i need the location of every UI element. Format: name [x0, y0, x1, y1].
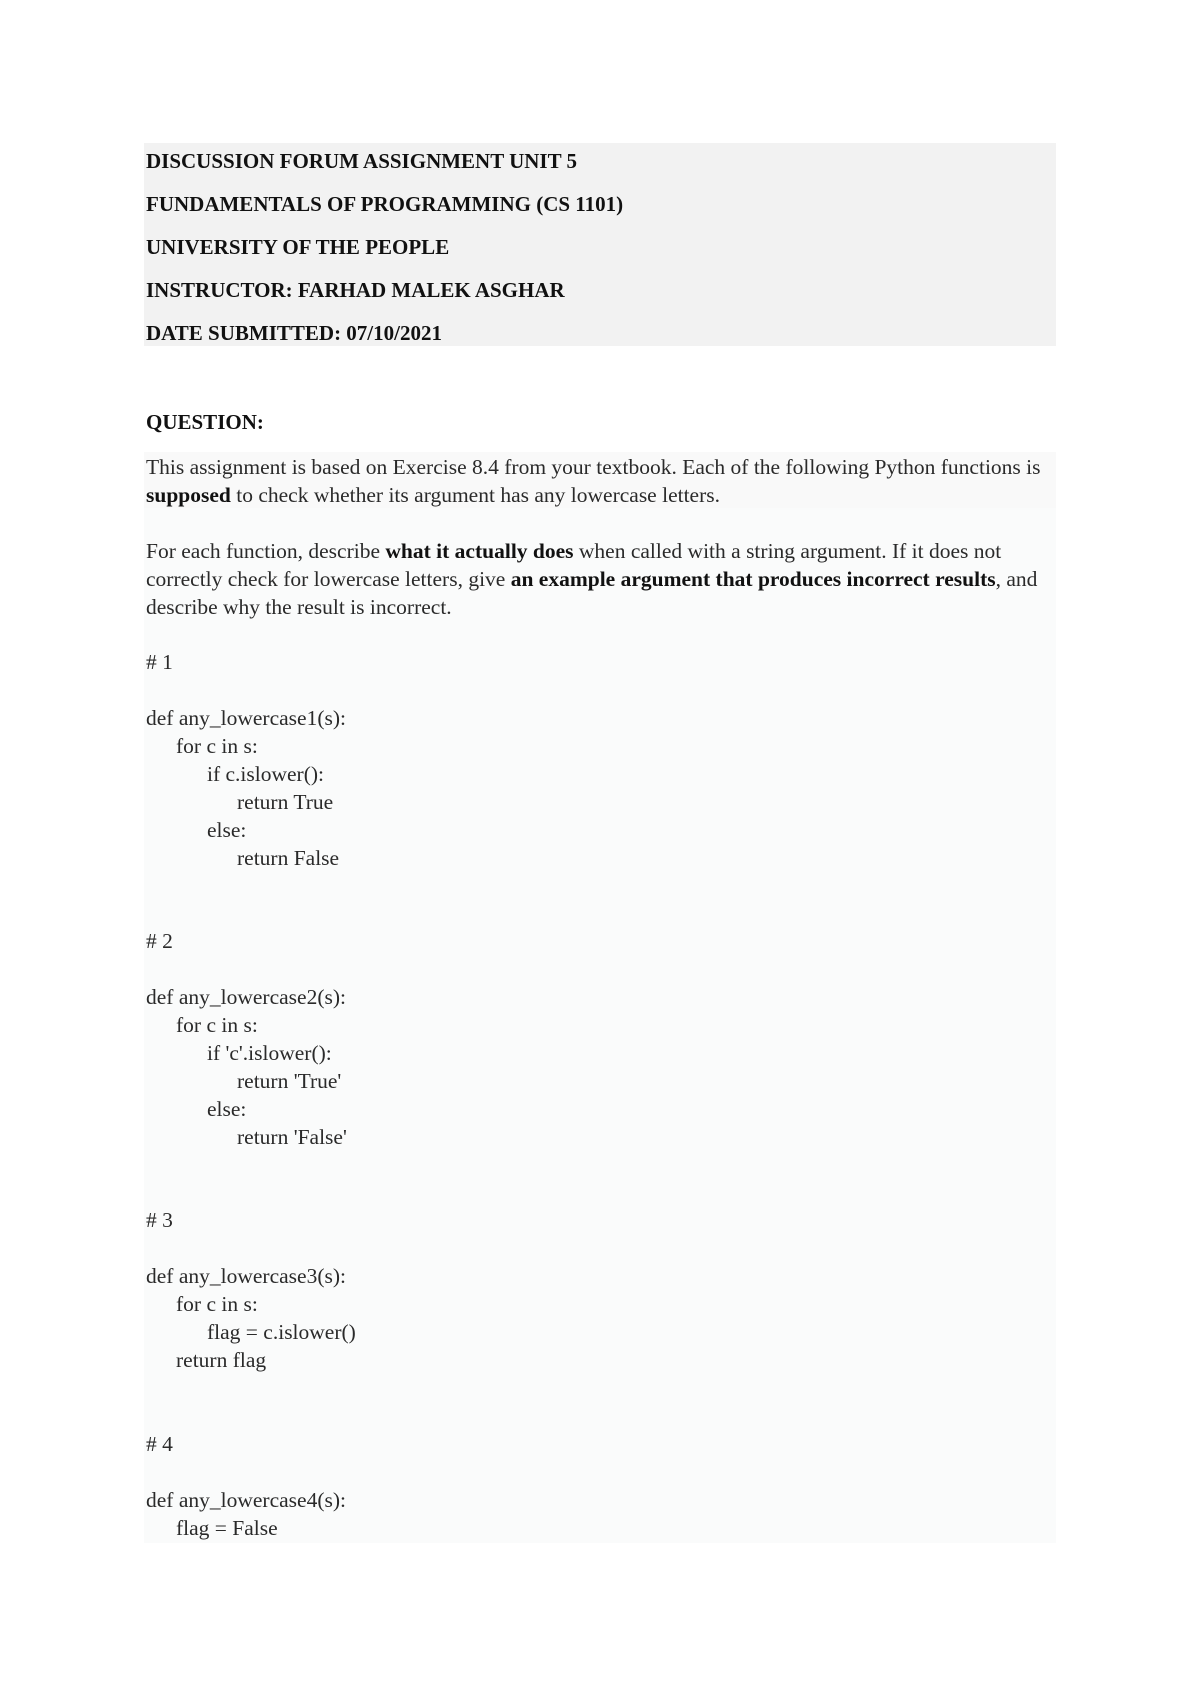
code-line: if c.islower():	[207, 762, 325, 786]
function-4-label: # 4	[146, 1432, 173, 1456]
code-line: else:	[207, 1097, 247, 1121]
question-heading: QUESTION:	[146, 410, 264, 434]
code-line: for c in s:	[176, 1292, 258, 1316]
code-line: for c in s:	[176, 1013, 258, 1037]
code-line: def any_lowercase3(s):	[146, 1264, 346, 1288]
code-line: def any_lowercase4(s):	[146, 1488, 346, 1512]
function-3-label: # 3	[146, 1208, 173, 1232]
course-name: FUNDAMENTALS OF PROGRAMMING (CS 1101)	[146, 192, 624, 216]
emphasis-supposed: supposed	[146, 483, 231, 507]
code-line: return flag	[176, 1348, 267, 1372]
code-line: flag = c.islower()	[207, 1320, 356, 1344]
date-submitted: DATE SUBMITTED: 07/10/2021	[146, 321, 442, 345]
intro-paragraph: This assignment is based on Exercise 8.4 from your textbook. Each of the following Python functions is supposed to check whether its argument has any lowercase letters.	[146, 455, 1041, 507]
code-line: def any_lowercase1(s):	[146, 706, 346, 730]
instructor-name: INSTRUCTOR: FARHAD MALEK ASGHAR	[146, 278, 565, 302]
emphasis-what-it-does: what it actually does	[385, 539, 574, 563]
code-line: return False	[237, 846, 340, 870]
code-line: return 'True'	[237, 1069, 342, 1093]
code-line: for c in s:	[176, 734, 258, 758]
code-line: def any_lowercase2(s):	[146, 985, 346, 1009]
code-line: flag = False	[176, 1516, 278, 1540]
code-line: else:	[207, 818, 247, 842]
code-line: if 'c'.islower():	[207, 1041, 332, 1065]
code-line: return 'False'	[237, 1125, 347, 1149]
instructions-paragraph: For each function, describe what it actually does when called with a string argument. If it does not correctly check for lowercase letters, give an example argument that produces incorrect results, and describe why the result is incorrect.	[146, 539, 1038, 619]
function-2-label: # 2	[146, 929, 173, 953]
content-background	[144, 508, 1056, 1543]
emphasis-example-argument: an example argument that produces incorrect results	[510, 567, 996, 591]
university-name: UNIVERSITY OF THE PEOPLE	[146, 235, 450, 259]
assignment-title: DISCUSSION FORUM ASSIGNMENT UNIT 5	[146, 149, 577, 173]
code-line: return True	[237, 790, 334, 814]
function-1-label: # 1	[146, 650, 173, 674]
